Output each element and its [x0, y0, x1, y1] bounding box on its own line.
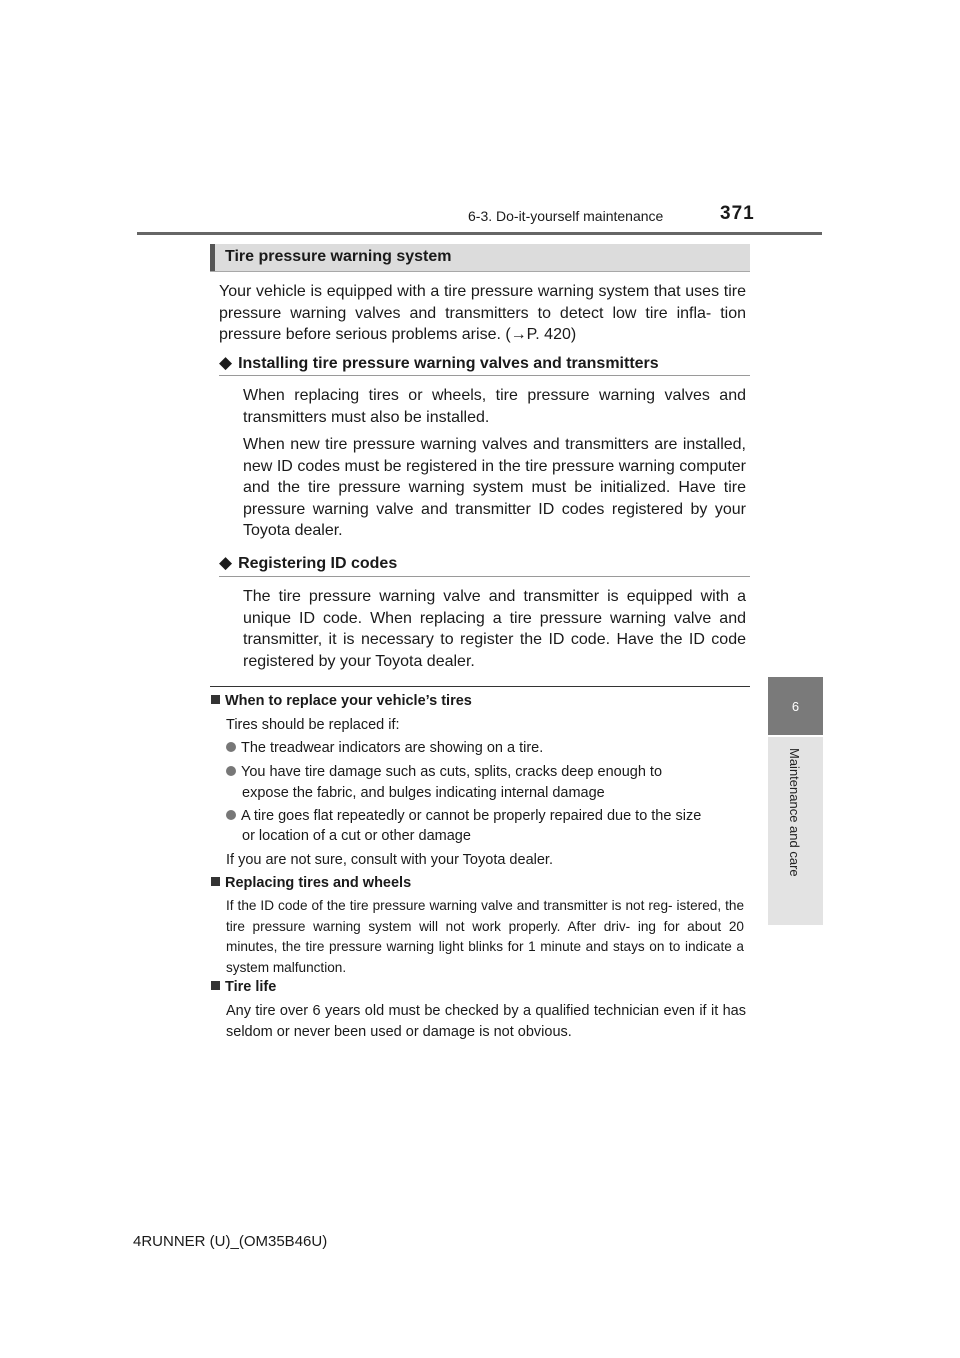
note-closing: If you are not sure, consult with your Toyota dealer. — [226, 852, 553, 868]
section-title: Tire pressure warning system — [225, 248, 452, 265]
round-bullet-icon — [226, 766, 236, 776]
note-bullet — [226, 806, 756, 827]
note-text: If the ID code of the tire pressure warning valve and transmitter is not reg- istered, the tire pressure warning system will not work properly. After driv- ing for about 20 minutes, the tire pressure warning light blinks for 1 minute and stays on to indicate a system malfunction. — [226, 898, 744, 975]
round-bullet-icon — [226, 742, 236, 752]
section-title-bar — [210, 244, 750, 272]
page-number: 371 — [720, 203, 755, 224]
note-title: Tire life — [225, 979, 277, 995]
chapter-tab — [768, 677, 823, 735]
header-rule — [137, 232, 822, 235]
note-bullet — [226, 762, 750, 783]
round-bullet-icon — [226, 810, 236, 820]
chapter-title: Maintenance and care — [787, 748, 802, 877]
subsection-rule — [219, 576, 750, 577]
note-title: When to replace your vehicle’s tires — [225, 693, 472, 709]
square-bullet-icon — [211, 877, 220, 886]
subsection-title: Installing tire pressure warning valves and transmitters — [238, 355, 659, 372]
note-heading-wheels — [211, 875, 411, 891]
note-bullet — [226, 738, 750, 759]
chapter-number: 6 — [791, 699, 800, 714]
paragraph: When replacing tires or wheels, tire pressure warning valves and transmitters must also be installed. — [243, 387, 746, 426]
bullet-text: You have tire damage such as cuts, splits, cracks deep enough to — [241, 764, 663, 780]
subsection-rule — [219, 375, 750, 376]
section-intro: Your vehicle is equipped with a tire pressure warning system that uses tire pressure warning valves and transmitters to detect low tire infla- tion pressure before serious problems arise. (→P. 420) — [219, 283, 746, 343]
running-header-section: 6-3. Do-it-yourself maintenance — [468, 208, 664, 224]
note-lead: Tires should be replaced if: — [226, 717, 400, 733]
square-bullet-icon — [211, 695, 220, 704]
note-text: Any tire over 6 years old must be checked by a qualified technician even if it has seldom or never been used or damage is not obvious. — [226, 1003, 746, 1040]
square-bullet-icon — [211, 981, 220, 990]
paragraph: When new tire pressure warning valves and transmitters are installed, new ID codes must be registered in the tire pressure warning computer and the tire pressure warning system must be initialized. Have tire pressure warning valve and transmitter ID codes registered by your Toyota dealer. — [243, 436, 746, 539]
diamond-bullet-icon: ◆ — [219, 353, 233, 372]
diamond-bullet-icon: ◆ — [219, 553, 233, 572]
subsection-heading-installing — [219, 353, 659, 373]
bullet-text: The treadwear indicators are showing on a tire. — [241, 740, 544, 756]
subsection-heading-registering — [219, 553, 397, 573]
bullet-text: A tire goes flat repeatedly or cannot be properly repaired due to the size — [241, 808, 702, 824]
subsection-title: Registering ID codes — [238, 555, 398, 572]
bullet-text-continued: or location of a cut or other damage — [242, 828, 471, 844]
section-bar-accent — [210, 244, 215, 271]
notes-divider — [210, 686, 750, 687]
note-title: Replacing tires and wheels — [225, 875, 412, 891]
note-heading-life — [211, 979, 276, 995]
bullet-text-continued: expose the fabric, and bulges indicating internal damage — [242, 785, 605, 801]
paragraph: The tire pressure warning valve and transmitter is equipped with a unique ID code. When replacing a tire pressure warning valve and transmitter, it is necessary to register the ID code. Have the ID code registered by your Toyota dealer. — [243, 588, 746, 670]
footer-model-code: 4RUNNER (U)_(OM35B46U) — [133, 1233, 328, 1250]
note-heading-replace — [211, 693, 472, 709]
